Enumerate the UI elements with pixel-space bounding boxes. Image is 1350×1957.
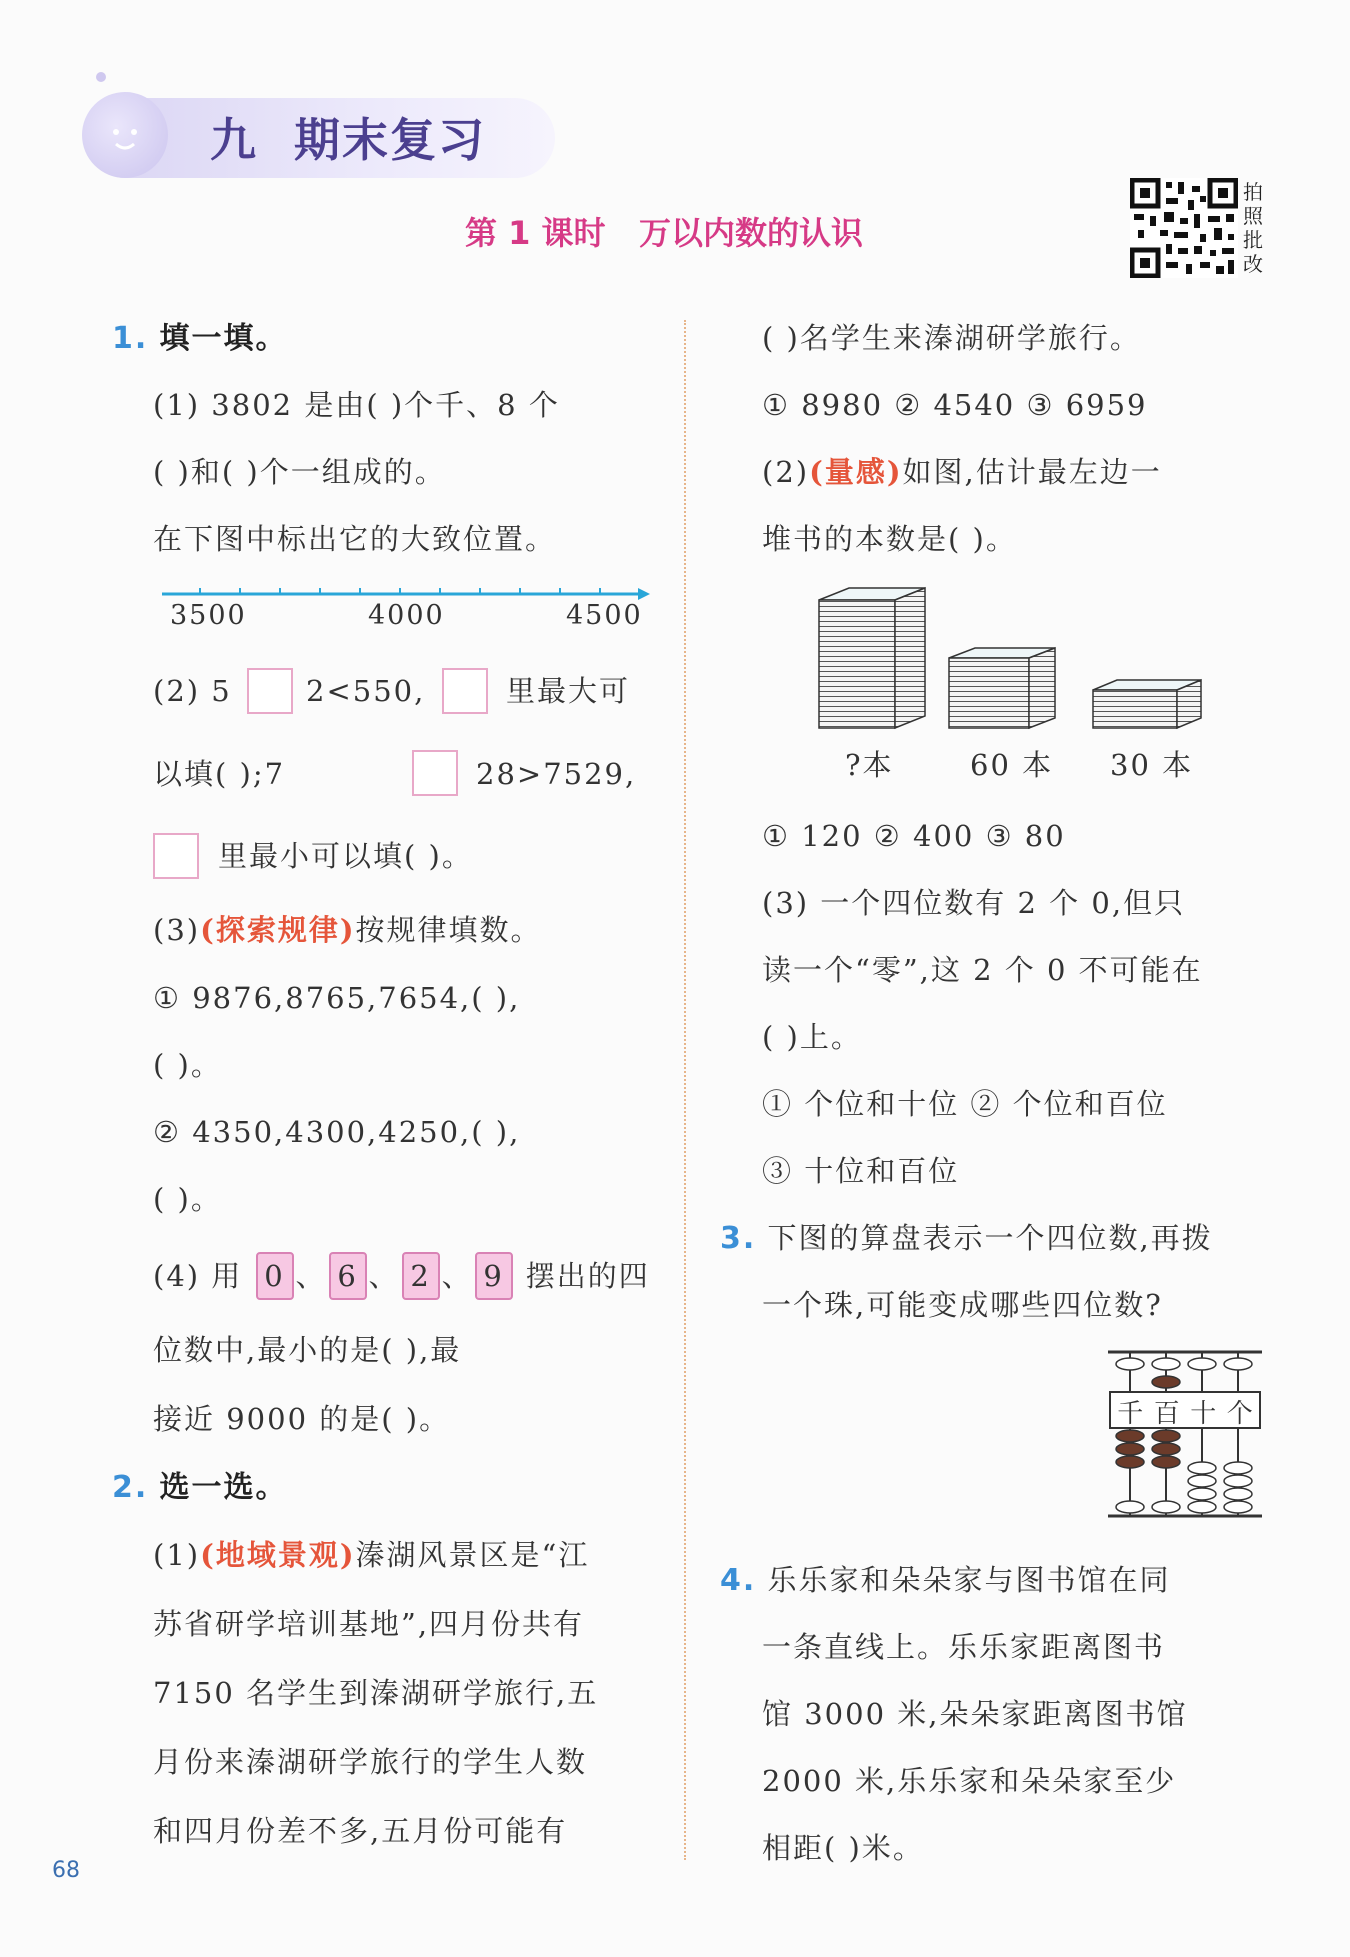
q1-p3-seq1: ① 9876,8765,7654,( ),: [153, 981, 521, 1015]
q1-p3-prefix: (3): [153, 913, 201, 947]
q2-p1-tag: (地域景观): [200, 1538, 356, 1572]
q2-p3-line3: ( )上。: [762, 1020, 862, 1054]
q2-p1-line4: 月份来溱湖研学旅行的学生人数: [153, 1745, 588, 1779]
book-label-unknown: ?本: [845, 748, 894, 782]
q1-p2-b: 2<550,: [306, 674, 426, 708]
digit-card: 2: [402, 1252, 440, 1300]
q4-line4: 2000 米,乐乐家和朵朵家至少: [762, 1764, 1177, 1798]
column-divider: [684, 320, 686, 1860]
abacus-place-labels: [1112, 1393, 1258, 1430]
q1-p4-prefix: (4) 用: [153, 1259, 243, 1293]
q1-p3-tag: (探索规律): [200, 913, 356, 947]
digit-card: 6: [329, 1252, 367, 1300]
q3-line2: 一个珠,可能变成哪些四位数?: [762, 1288, 1163, 1322]
q2-p1-line2: 苏省研学培训基地”,四月份共有: [153, 1607, 585, 1641]
q1-p3-text: 按规律填数。: [355, 913, 542, 947]
q2-p1-line5: 和四月份差不多,五月份可能有: [153, 1814, 568, 1848]
q2-p2-text: 如图,估计最左边一: [902, 455, 1162, 489]
q1-p1-line1: (1) 3802 是由( )个千、8 个: [153, 388, 560, 422]
q2-p3-options1: ① 个位和十位 ② 个位和百位: [762, 1087, 1168, 1121]
q4-text: 乐乐家和朵朵家与图书馆在同: [767, 1563, 1171, 1597]
q1-p4-line1: (4) 用 0 、 6 、 2 、 9 摆出的四: [153, 1252, 650, 1300]
q4-number: 4.: [720, 1563, 757, 1598]
q1-p3-line: [153, 910, 542, 950]
q2-number: 2.: [112, 1470, 149, 1505]
answer-box[interactable]: [247, 668, 293, 714]
q2-p1-line1: [153, 1535, 589, 1575]
abacus-label-ones: 个: [1226, 1399, 1253, 1429]
q2-p1-line6: ( )名学生来溱湖研学旅行。: [762, 321, 1141, 355]
q4-line2: 一条直线上。乐乐家距离图书: [762, 1630, 1166, 1664]
q3-number: 3.: [720, 1221, 757, 1256]
q2-title: 选一选。: [159, 1470, 288, 1505]
q2-p3-line1: (3) 一个四位数有 2 个 0,但只: [762, 886, 1186, 920]
q1-p3-seq2b: ( )。: [153, 1182, 222, 1216]
lesson-title: 第 1 课时 万以内数的认识: [465, 214, 863, 252]
q2-p1-text: 溱湖风景区是“江: [355, 1538, 590, 1572]
abacus-label-hundreds: 百: [1153, 1399, 1180, 1429]
abacus-figure[interactable]: [1108, 1350, 1262, 1520]
q4-line3: 馆 3000 米,朵朵家距离图书馆: [762, 1697, 1188, 1731]
q2-p2-line2: 堆书的本数是( )。: [762, 522, 1017, 556]
answer-box[interactable]: [412, 750, 458, 796]
book-stack-60: [949, 648, 1055, 728]
mascot-antenna: [96, 72, 106, 82]
q4-line5: 相距( )米。: [762, 1831, 924, 1865]
qr-code-icon[interactable]: [1130, 178, 1238, 278]
q2-p1-prefix: (1): [153, 1538, 201, 1572]
answer-box[interactable]: [153, 833, 199, 879]
q3-line1: [720, 1218, 1213, 1259]
book-stack-unknown: [819, 588, 925, 728]
q1-p1-line3: 在下图中标出它的大致位置。: [153, 522, 557, 556]
q1-p1-line2: ( )和( )个一组成的。: [153, 455, 446, 489]
q1-p2-a: (2) 5: [153, 674, 232, 708]
mascot-icon: [82, 92, 168, 178]
q1-p3-seq1b: ( )。: [153, 1048, 222, 1082]
book-stack-30: [1093, 680, 1201, 728]
digit-card: 0: [256, 1252, 294, 1300]
q2-heading: [112, 1467, 288, 1508]
q1-p2-c: 里最大可: [506, 674, 631, 708]
number-line-label-4000: 4000: [368, 600, 445, 631]
book-stacks-figure: [815, 582, 1215, 732]
q2-p3-options2: ③ 十位和百位: [762, 1154, 960, 1188]
digit-card: 9: [475, 1252, 513, 1300]
q4-line1: [720, 1560, 1171, 1601]
q2-p2-line1: [762, 452, 1162, 492]
q1-title: 填一填。: [159, 321, 288, 356]
q2-p1-options: ① 8980 ② 4540 ③ 6959: [762, 388, 1148, 422]
q2-p2-tag: (量感): [809, 455, 903, 489]
q2-p1-line3: 7150 名学生到溱湖研学旅行,五: [153, 1676, 599, 1710]
qr-label: 拍照批改: [1243, 180, 1263, 276]
q1-p4-line2: 位数中,最小的是( ),最: [153, 1333, 462, 1367]
q1-p4-line3: 接近 9000 的是( )。: [153, 1402, 451, 1436]
book-label-30: 30 本: [1110, 748, 1194, 782]
q2-p2-prefix: (2): [762, 455, 810, 489]
number-line-label-3500: 3500: [170, 600, 247, 631]
q2-p3-line2: 读一个“零”,这 2 个 0 不可能在: [762, 953, 1203, 987]
unit-title: 九 期末复习: [210, 113, 487, 167]
page-number: 68: [52, 1858, 80, 1883]
answer-box[interactable]: [442, 668, 488, 714]
q1-p2-d: 以填( );7: [153, 757, 286, 791]
q1-number: 1.: [112, 321, 149, 356]
q1-p4-suffix: 摆出的四: [525, 1259, 650, 1293]
book-label-60: 60 本: [970, 748, 1054, 782]
q1-p2-f: 里最小可以填( )。: [218, 839, 473, 873]
abacus-label-tens: 十: [1190, 1399, 1217, 1429]
q1-p2-e: 28>7529,: [476, 757, 637, 791]
q1-p3-seq2: ② 4350,4300,4250,( ),: [153, 1115, 521, 1149]
q3-text: 下图的算盘表示一个四位数,再拨: [767, 1221, 1213, 1255]
number-line-label-4500: 4500: [566, 600, 643, 631]
abacus-label-thousands: 千: [1117, 1399, 1144, 1429]
q1-heading: [112, 318, 288, 359]
q2-p2-options: ① 120 ② 400 ③ 80: [762, 819, 1066, 853]
